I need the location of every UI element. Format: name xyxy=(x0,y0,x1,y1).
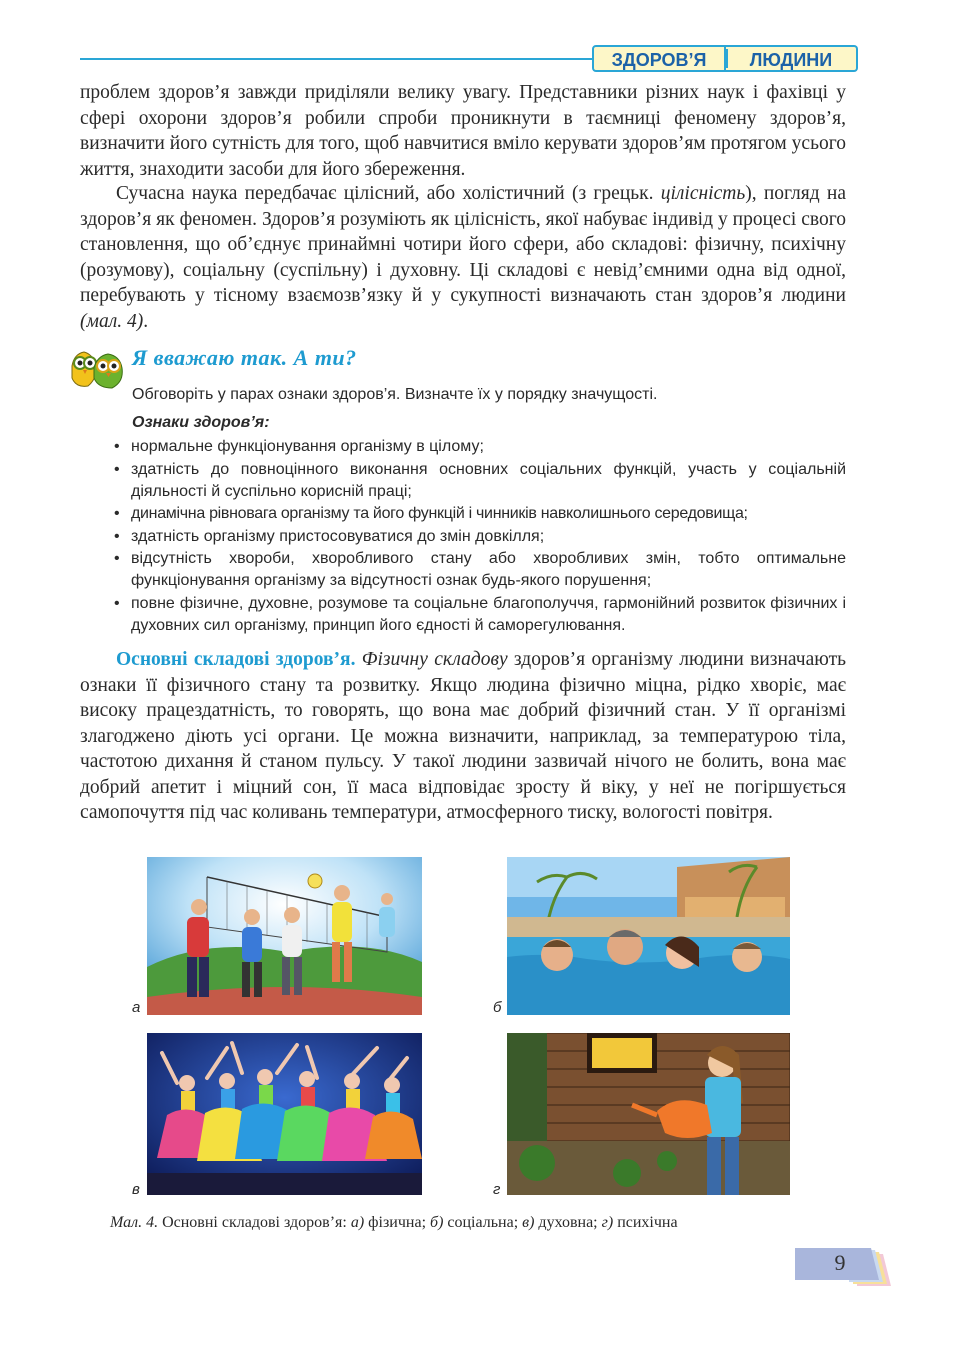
paragraph-2-text: Сучасна наука передбачає цілісний, або холістичний (з грецьк. xyxy=(116,183,661,204)
discussion-intro: Обговоріть у парах ознаки здоров’я. Визначте їх у порядку значущості. xyxy=(132,386,658,403)
header-rule xyxy=(80,58,592,60)
photo-label-v: в xyxy=(132,1181,140,1198)
signs-list xyxy=(112,436,846,637)
photo-label-a: а xyxy=(132,999,141,1016)
photo-label-b: б xyxy=(493,999,502,1016)
section-paragraph xyxy=(80,647,846,826)
paragraph-2-text-cont: ), погляд на здоров’я як феномен. Здоров’я розуміють як цілісність, якої набуває індивід у процесі свого становлення, що об’єднує принаймні чотири його сфери, або складові: фізичну, психічну (розумову), соціальну (суспільну) і духовну. Ці складові є невід’ємними одна від одної, перебувають у тісному взаємозв’язку й у сукупності визначають стан здоров’я людини xyxy=(80,183,846,306)
paragraph-1: проблем здоров’я завжди приділяли велику увагу. Представники різних наук і фахівці у сфері охорони здоров’я робили спроби проникнути в таємниці феномену здоров’я, визначити його сутність для того, щоб навчитися вміло керувати здоров’ям протягом усього життя, знаходити засоби для його збереження. xyxy=(80,82,846,180)
photo-volleyball xyxy=(147,857,422,1015)
caption-figure-number: Мал. 4. xyxy=(110,1214,159,1231)
list-item: • здатність організму пристосовуватися до змін довкілля; xyxy=(112,526,846,548)
photo-label-g: г xyxy=(493,1181,501,1198)
paragraph-2-end: . xyxy=(143,310,149,332)
list-item: • здатність до повноцінного виконання основних соціальних функцій, участь у соціальній діяльності й суспільно корисній праці; xyxy=(112,459,846,503)
figure-caption xyxy=(110,1213,678,1233)
header-title-word2: ЛЮДИНИ xyxy=(726,45,858,72)
section-term: Фізичну складову xyxy=(361,649,508,670)
caption-marker-a: а) xyxy=(350,1214,365,1231)
list-item: • нормальне функціонування організму в цілому; xyxy=(112,436,846,458)
list-item: • динамічна рівновага організму та його функцій і чинників навколишнього середовища; xyxy=(112,503,846,525)
caption-text: Основні складові здоров’я: xyxy=(158,1214,351,1231)
photo-dancers xyxy=(147,1033,422,1195)
caption-marker-g: г) xyxy=(601,1214,614,1231)
list-item: • відсутність хвороби, хворобливого стану або хворобливих змін, тобто оптимальне функціонування організму за відсутності ознак будь-якого порушення; xyxy=(112,548,846,592)
list-item: • повне фізичне, духовне, розумове та соціальне благополуччя, гармонійний розвиток фізичних і духовних сил організму, принцип його єдності й саморегулювання. xyxy=(112,593,846,637)
caption-marker-b: б) xyxy=(430,1214,444,1231)
caption-text-b: соціальна; xyxy=(443,1214,523,1231)
paragraph-2-term: цілісність xyxy=(660,183,746,204)
caption-text-v: духовна; xyxy=(534,1214,602,1231)
photo-girl-watering xyxy=(507,1033,790,1195)
figure-reference: (мал. 4) xyxy=(80,310,144,332)
caption-marker-v: в) xyxy=(522,1214,535,1231)
discussion-title: Я вважаю так. А ти? xyxy=(132,345,357,370)
photo-family-pool xyxy=(507,857,790,1015)
page-number: 9 xyxy=(834,1250,846,1275)
caption-text-g: психічна xyxy=(613,1214,678,1231)
section-text: здоров’я організму людини визначають ознаки її фізичного стану та розвитку. Якщо людина фізично міцна, рідко хворіє, має високу працездатність, то говорять, що вона має добрий фізичний стан. У її організмі злагоджено діють усі органи. Це можна визначити, наприклад, за температурою тіла, частотою дихання й станом пульсу. У такої людини зазвичай нічого не болить, вона має добрий апетит і міцний сон, її маса відповідає зросту й віку, у неї не погіршується самопочуття під час коливань температури, атмосферного тиску, вологості повітря. xyxy=(80,649,846,823)
owls-icon xyxy=(70,346,126,392)
caption-text-a: фізична; xyxy=(364,1214,431,1231)
section-heading: Основні складові здоров’я. xyxy=(116,649,356,670)
header-title-word1: ЗДОРОВ’Я xyxy=(592,45,726,72)
signs-title: Ознаки здоров’я: xyxy=(132,414,270,431)
paragraph-2 xyxy=(80,181,846,334)
